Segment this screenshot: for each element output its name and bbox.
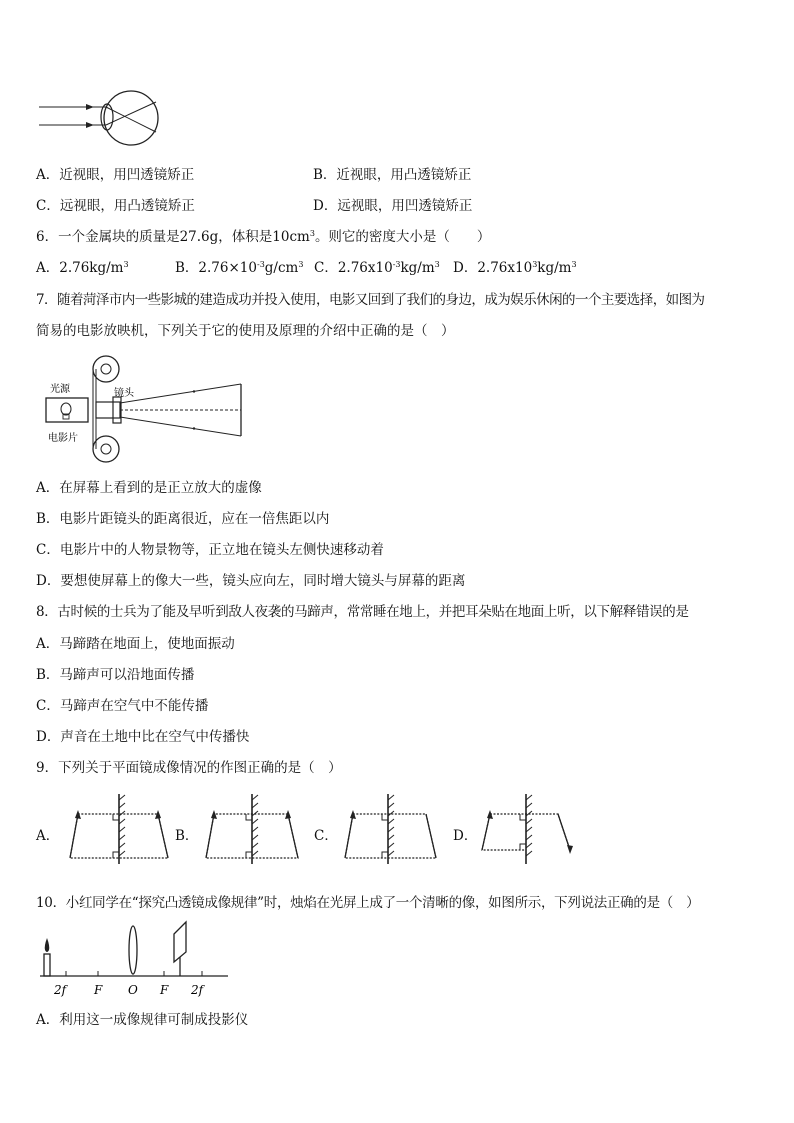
q6-option-b[interactable] [175, 258, 303, 278]
q9-stem: 9．下列关于平面镜成像情况的作图正确的是（ ） [36, 760, 342, 776]
q6-a-pre: A．2.76kg/m [36, 260, 124, 276]
q6-stem-pre: 6．一个金属块的质量是27.6g，体积是10cm [36, 229, 310, 245]
candle-flame [45, 938, 50, 952]
lens-tube [96, 402, 120, 418]
mirror-figure-c[interactable] [340, 792, 450, 866]
q6-b-sup2: 3 [298, 260, 304, 269]
mirror-figure-b[interactable] [202, 792, 312, 866]
q6-d-mid: kg/m [537, 260, 572, 276]
q5-option-d[interactable]: D．远视眼，用凹透镜矫正 [313, 198, 473, 214]
q9-label-b[interactable]: B． [175, 828, 199, 844]
q7-option-a[interactable]: A．在屏幕上看到的是正立放大的虚像 [36, 480, 262, 496]
axis-label-o: O [128, 983, 138, 997]
q6-d-sup1: 3 [532, 260, 538, 269]
label-film: 电影片 [48, 433, 78, 444]
q6-c-sup2: 3 [434, 260, 440, 269]
q10-option-a[interactable]: A．利用这一成像规律可制成投影仪 [36, 1012, 249, 1028]
q9-label-c[interactable]: C． [314, 828, 338, 844]
q8-stem: 8．古时候的士兵为了能及早听到敌人夜袭的马蹄声，常常睡在地上，并把耳朵贴在地面上听，以下解释错误的是 [36, 604, 689, 620]
q6-option-d[interactable] [453, 258, 577, 278]
convex-lens [129, 926, 137, 974]
eye-diagram [36, 90, 166, 150]
q9-label-a[interactable]: A． [36, 828, 60, 844]
q7-stem-line1: 7．随着菏泽市内一些影城的建造成功并投入使用，电影又回到了我们的身边，成为娱乐休闲的一个主要选择，如图为 [36, 292, 705, 308]
bulb [61, 403, 71, 415]
q7-option-c[interactable]: C．电影片中的人物景物等，正立地在镜头左侧快速移动着 [36, 542, 384, 558]
q6-b-pre: B．2.76×10 [175, 260, 257, 276]
q6-b-sup1: -3 [256, 260, 265, 269]
q5-option-b[interactable]: B．近视眼，用凸透镜矫正 [313, 167, 472, 183]
lens-bench-diagram [36, 920, 236, 1002]
q8-option-b[interactable]: B．马蹄声可以沿地面传播 [36, 667, 195, 683]
q6-option-c[interactable] [314, 258, 440, 278]
q5-option-c[interactable]: C．远视眼，用凸透镜矫正 [36, 198, 195, 214]
q6-c-pre: C．2.76x10 [314, 260, 393, 276]
light-box [46, 398, 88, 422]
q5-option-a[interactable]: A．近视眼，用凹透镜矫正 [36, 167, 195, 183]
q7-option-d[interactable]: D．要想使屏幕上的像大一些，镜头应向左，同时增大镜头与屏幕的距离 [36, 573, 466, 589]
axis-label-f-left: F [94, 983, 103, 997]
q6-stem [36, 227, 490, 247]
q6-c-sup1: -3 [392, 260, 401, 269]
axis-label-f-right: F [160, 983, 169, 997]
projector-diagram [44, 353, 254, 468]
q10-stem: 10．小红同学在“探究凸透镜成像规律”时，烛焰在光屏上成了一个清晰的像，如图所示，下列说法正确的是（ ） [36, 895, 700, 911]
q6-stem-post: 。则它的密度大小是（ ） [314, 229, 491, 245]
q9-label-d[interactable]: D． [453, 828, 478, 844]
bottom-reel [93, 436, 119, 462]
top-reel [93, 356, 119, 382]
axis-label-2f-right: 2f [191, 983, 204, 997]
mirror-figure-a[interactable] [64, 792, 174, 866]
axis-label-2f-left: 2f [54, 983, 67, 997]
q6-d-pre: D．2.76x10 [453, 260, 533, 276]
screen [174, 922, 186, 962]
q6-c-mid: kg/m [400, 260, 435, 276]
label-light: 光源 [50, 384, 70, 395]
q8-option-c[interactable]: C．马蹄声在空气中不能传播 [36, 698, 209, 714]
candle [44, 954, 50, 976]
q6-stem-sup: 3 [309, 229, 315, 238]
mirror-figure-d[interactable] [478, 792, 588, 866]
q8-option-d[interactable]: D．声音在土地中比在空气中传播快 [36, 729, 250, 745]
q6-d-sup2: 3 [571, 260, 577, 269]
q8-option-a[interactable]: A．马蹄踏在地面上，使地面振动 [36, 636, 235, 652]
q7-stem-line2: 简易的电影放映机，下列关于它的使用及原理的介绍中正确的是（ ） [36, 323, 455, 339]
q7-option-b[interactable]: B．电影片距镜头的距离很近，应在一倍焦距以内 [36, 511, 330, 527]
q6-a-sup: 3 [123, 260, 129, 269]
label-lens: 镜头 [114, 388, 134, 399]
q6-option-a[interactable] [36, 258, 129, 278]
q6-b-mid: g/cm [264, 260, 299, 276]
